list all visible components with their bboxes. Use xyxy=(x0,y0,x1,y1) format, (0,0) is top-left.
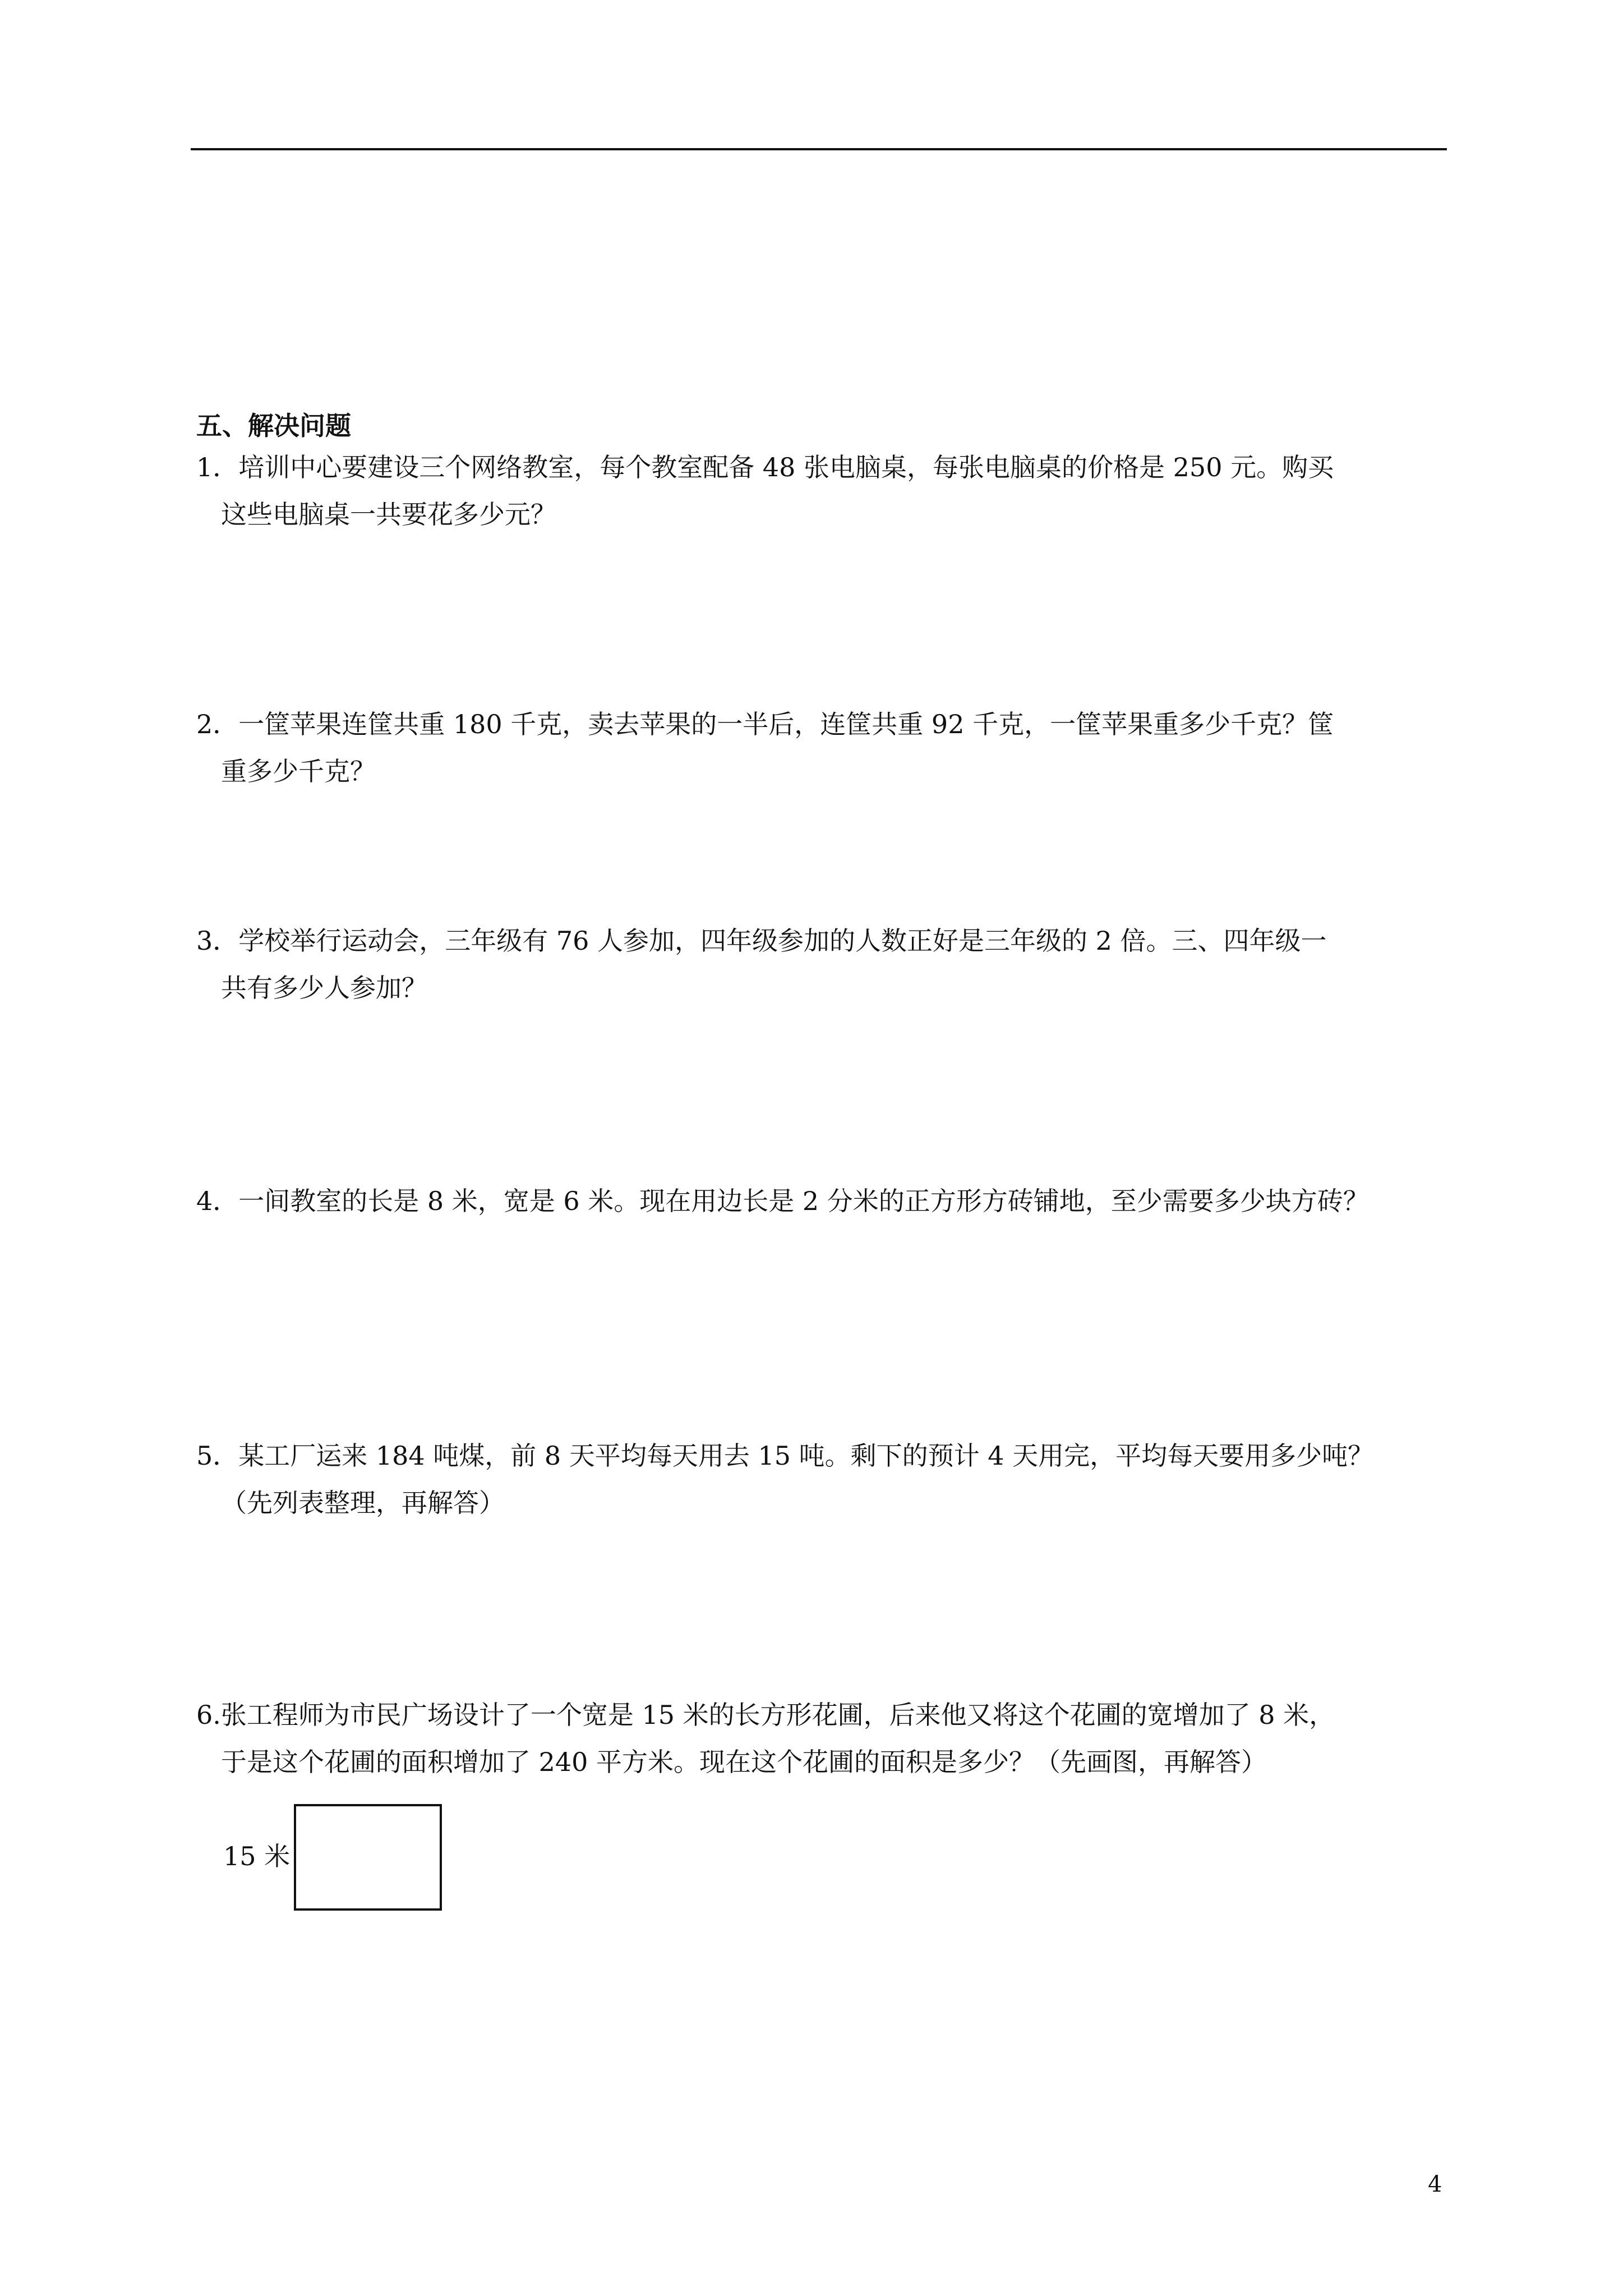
header-rule xyxy=(191,148,1447,150)
problem-2-line-1: 2．一筐苹果连筐共重 180 千克，卖去苹果的一半后，连筐共重 92 千克，一筐苹果重多少千克？筐 xyxy=(196,709,1334,739)
problem-2-line-2: 重多少千克？ xyxy=(221,756,376,786)
section-title: 五、解决问题 xyxy=(196,411,351,441)
problem-5-line-1: 5．某工厂运来 184 吨煤，前 8 天平均每天用去 15 吨。剩下的预计 4 天用完，平均每天要用多少吨？ xyxy=(196,1441,1374,1471)
problem-5-line-2: （先列表整理，再解答） xyxy=(221,1488,505,1518)
problem-6-line-1: 6.张工程师为市民广场设计了一个宽是 15 米的长方形花圃，后来他又将这个花圃的宽增加了 8 米， xyxy=(196,1700,1335,1730)
problem-1-line-2: 这些电脑桌一共要花多少元？ xyxy=(221,499,556,530)
problem-4-line-1: 4．一间教室的长是 8 米，宽是 6 米。现在用边长是 2 分米的正方形方砖铺地，至少需要多少块方砖？ xyxy=(196,1186,1369,1216)
problem-6-line-2: 于是这个花圃的面积增加了 240 平方米。现在这个花圃的面积是多少？（先画图，再解答） xyxy=(221,1747,1267,1777)
problem-3-line-2: 共有多少人参加？ xyxy=(221,973,427,1003)
problem-3-line-1: 3．学校举行运动会，三年级有 76 人参加，四年级参加的人数正好是三年级的 2 倍。三、四年级一 xyxy=(196,926,1327,956)
flower-bed-rectangle xyxy=(294,1804,442,1911)
problem-1-line-1: 1．培训中心要建设三个网络教室，每个教室配备 48 张电脑桌，每张电脑桌的价格是 250 元。购买 xyxy=(196,452,1334,482)
diagram-width-label: 15 米 xyxy=(223,1841,291,1871)
page-number: 4 xyxy=(1428,2171,1442,2197)
